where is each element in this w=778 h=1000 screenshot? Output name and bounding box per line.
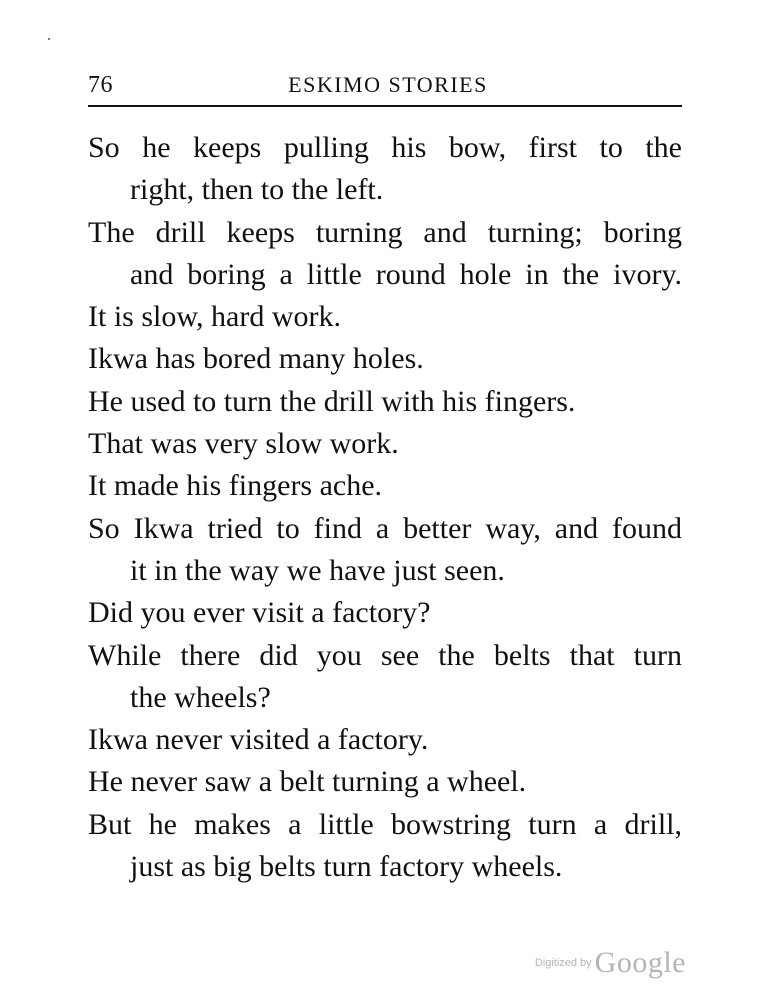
text-line: just as big belts turn factory wheels.: [130, 850, 563, 884]
page-header: [88, 70, 682, 104]
text-line: But he makes a little bowstring turn a drill,: [88, 807, 682, 841]
text-line: It made his fingers ache.: [88, 469, 383, 503]
text-line: So Ikwa tried to find a better way, and found: [88, 511, 682, 545]
text-line: He never saw a belt turning a wheel.: [88, 765, 527, 799]
header-rule: [88, 105, 682, 107]
text-line: So he keeps pulling his bow, first to the: [88, 131, 682, 164]
text-line: right, then to the left.: [130, 173, 384, 207]
text-line: the wheels?: [130, 680, 271, 714]
running-title: ESKIMO STORIES: [288, 72, 488, 97]
watermark-prefix: Digitized by: [534, 957, 592, 969]
text-line: Ikwa has bored many holes.: [88, 342, 424, 376]
text-line: The drill keeps turning and turning; boring: [88, 215, 682, 249]
page-number: 76: [88, 72, 113, 98]
text-line: While there did you see the belts that turn: [88, 638, 682, 672]
text-line: Did you ever visit a factory?: [88, 596, 431, 630]
scan-speck: [48, 38, 50, 40]
text-line: That was very slow work.: [88, 427, 399, 461]
text-line: Ikwa never visited a factory.: [88, 723, 429, 757]
text-line: and boring a little round hole in the ivory.: [130, 257, 682, 291]
body-text: [88, 127, 682, 888]
google-logo: Google: [594, 946, 686, 979]
text-line: He used to turn the drill with his fingers.: [88, 384, 576, 418]
digitized-watermark: [535, 946, 686, 980]
text-line: It is slow, hard work.: [88, 300, 342, 334]
text-line: it in the way we have just seen.: [130, 553, 505, 587]
